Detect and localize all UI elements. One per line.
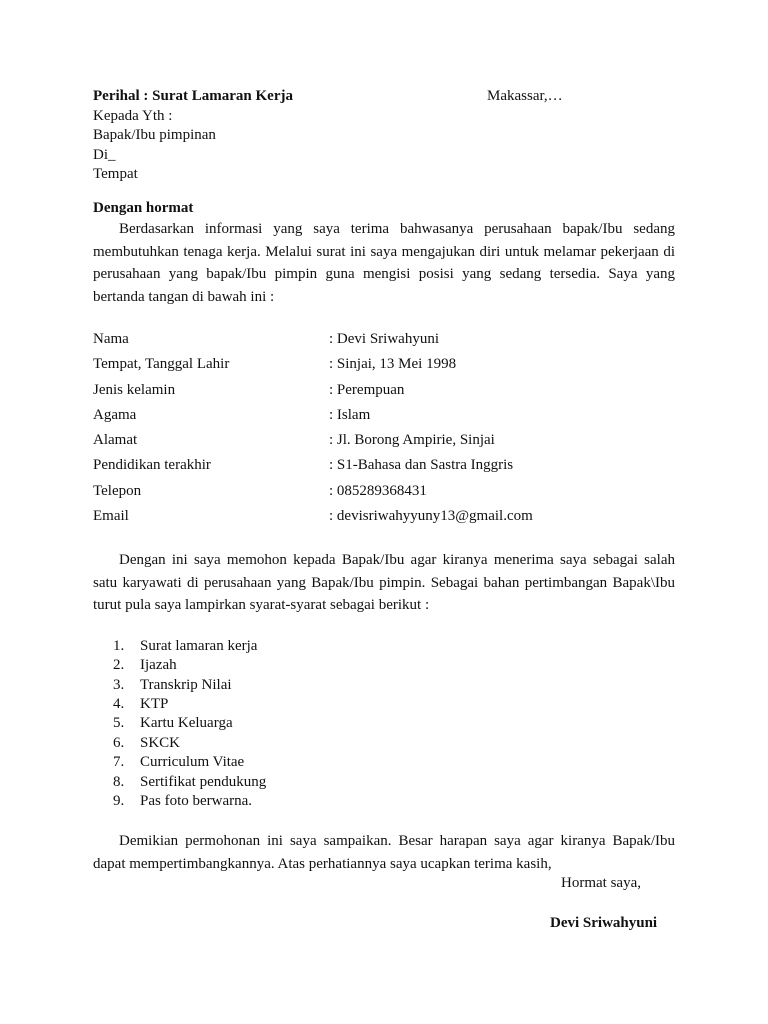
salutation: Dengan hormat xyxy=(93,199,194,216)
detail-label: Nama xyxy=(93,331,129,347)
applicant-details xyxy=(93,327,675,529)
list-text: Kartu Keluarga xyxy=(140,715,233,732)
list-text: Sertifikat pendukung xyxy=(140,773,267,790)
list-number: 8. xyxy=(113,773,125,790)
recipient-line: Di_ xyxy=(93,146,116,163)
recipient-line: Bapak/Ibu pimpinan xyxy=(93,127,216,143)
list-item xyxy=(93,637,675,656)
list-item xyxy=(93,695,675,714)
recipient-line: Tempat xyxy=(93,166,138,182)
list-number: 5. xyxy=(113,715,125,732)
list-item xyxy=(93,676,675,695)
detail-row-email xyxy=(93,504,675,529)
detail-row-religion xyxy=(93,403,675,428)
detail-label: Pendidikan terakhir xyxy=(93,457,211,474)
list-number: 3. xyxy=(113,676,125,693)
detail-label: Alamat xyxy=(93,432,138,449)
list-number: 2. xyxy=(113,657,125,674)
detail-value: : Jl. Borong Ampirie, Sinjai xyxy=(329,432,495,449)
detail-row-education xyxy=(93,453,675,478)
detail-row-name xyxy=(93,327,675,352)
list-number: 7. xyxy=(113,754,125,771)
detail-value: : devisriwahyyuny13@gmail.com xyxy=(329,508,533,525)
intro-paragraph: Berdasarkan informasi yang saya terima bahwasanya perusahaan bapak/Ibu sedang membutuhkan tenaga kerja. Melalui surat ini saya mengajukan diri untuk melamar pekerjaan di perusahaan yang bapak/Ibu pimpin guna mengisi posisi yang sedang tersedia. Saya yang bertanda tangan di bawah ini : xyxy=(93,221,675,305)
list-number: 4. xyxy=(113,696,125,713)
letter-subject: Perihal : Surat Lamaran Kerja xyxy=(93,88,293,104)
list-text: Pas foto berwarna. xyxy=(140,793,253,809)
attachment-list xyxy=(93,637,675,812)
detail-value: : Perempuan xyxy=(329,381,405,398)
recipient-block xyxy=(93,107,675,185)
list-item xyxy=(93,773,675,792)
list-number: 6. xyxy=(113,734,125,751)
detail-value: : Sinjai, 13 Mei 1998 xyxy=(329,356,457,373)
detail-label: Tempat, Tanggal Lahir xyxy=(93,356,230,373)
place-date: Makassar,… xyxy=(487,88,563,104)
signature-closing: Hormat saya, xyxy=(561,875,641,891)
closing-paragraph: Demikian permohonan ini saya sampaikan. Besar harapan saya agar kiranya Bapak/Ibu dapat mempertimbangkannya. Atas perhatiannya saya ucapkan terima kasih, xyxy=(93,833,675,872)
list-number: 9. xyxy=(113,793,125,809)
detail-row-phone xyxy=(93,479,675,504)
detail-row-gender xyxy=(93,378,675,403)
detail-row-address xyxy=(93,428,675,453)
list-item xyxy=(93,734,675,753)
list-text: Transkrip Nilai xyxy=(140,676,232,693)
letter-body xyxy=(93,87,675,875)
list-number: 1. xyxy=(113,637,125,654)
letter-header xyxy=(93,87,675,107)
list-text: SKCK xyxy=(140,734,181,751)
detail-label: Agama xyxy=(93,406,137,423)
list-item xyxy=(93,714,675,733)
recipient-line: Kepada Yth : xyxy=(93,107,173,124)
list-text: Surat lamaran kerja xyxy=(140,637,258,654)
detail-value: : 085289368431 xyxy=(329,482,427,499)
list-item xyxy=(93,753,675,772)
detail-label: Jenis kelamin xyxy=(93,381,176,398)
spacer xyxy=(93,185,675,199)
detail-value: : Islam xyxy=(329,406,371,423)
detail-row-birth xyxy=(93,352,675,377)
list-text: Curriculum Vitae xyxy=(140,754,245,771)
detail-label: Email xyxy=(93,508,129,525)
detail-value: : S1-Bahasa dan Sastra Inggris xyxy=(329,457,514,474)
list-text: Ijazah xyxy=(140,657,177,674)
signature-name: Devi Sriwahyuni xyxy=(550,915,658,931)
list-text: KTP xyxy=(140,696,169,713)
request-paragraph: Dengan ini saya memohon kepada Bapak/Ibu agar kiranya menerima saya sebagai salah satu karyawati di perusahaan yang Bapak/Ibu pimpin. Sebagai bahan pertimbangan Bapak\Ibu turut pula saya lampirkan syarat-syarat sebagai berikut : xyxy=(93,552,675,614)
list-item xyxy=(93,656,675,675)
detail-value: : Devi Sriwahyuni xyxy=(329,331,439,347)
list-item xyxy=(93,792,675,811)
detail-label: Telepon xyxy=(93,482,142,499)
